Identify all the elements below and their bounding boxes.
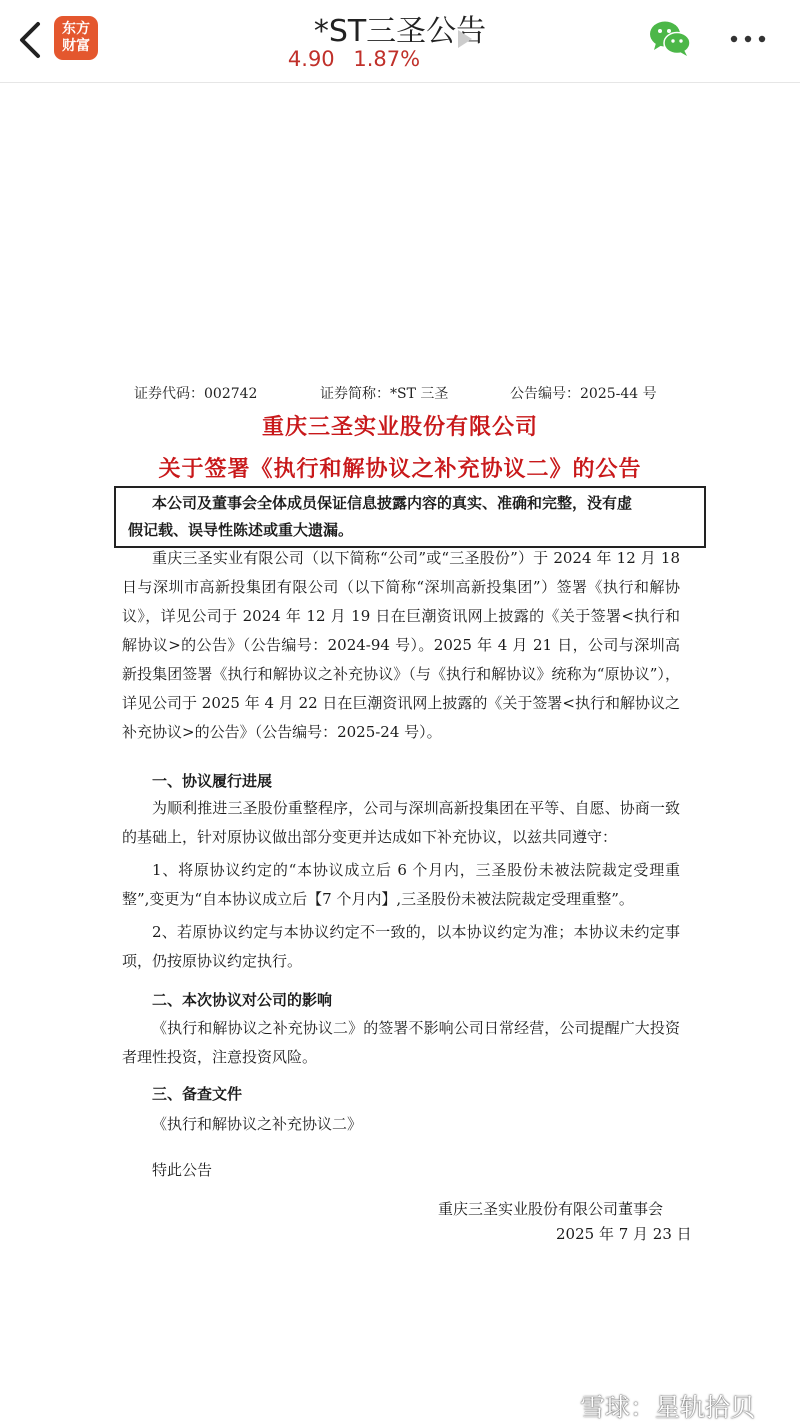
stock-quote xyxy=(0,47,708,71)
intro-paragraph: 重庆三圣实业有限公司（以下简称“公司”或“三圣股份”）于 2024 年 12 月 18 日与深圳市高新投集团有限公司（以下简称“深圳高新投集团”）签署《执行和解协议》，详见公司于 2024 年 12 月 19 日在巨潮资讯网上披露的《关于签署<执行和解协议>的公告》（公告编号：2024-94 号）。2025 年 4 月 21 日，公司与深圳高新投集团签署《执行和解协议之补充协议》（与《执行和解协议》统称为“原协议”），详见公司于 2025 年 4 月 22 日在巨潮资讯网上披露的《关于签署<执行和解协议之补充协议>的公告》（公告编号：2025-24 号）。 xyxy=(122,549,680,741)
announcement-document xyxy=(0,82,800,1428)
more-options-icon[interactable] xyxy=(726,26,770,52)
logo-line2: 财富 xyxy=(62,38,90,54)
section-heading-2: 二、本次协议对公司的影响 xyxy=(152,991,333,1009)
section1-item2: 2、若原协议约定与本协议约定不一致的，以本协议约定为准；本协议未约定事项，仍按原协议约定执行。 xyxy=(122,923,680,970)
signer: 重庆三圣实业股份有限公司董事会 xyxy=(438,1200,664,1218)
section2-paragraph: 《执行和解协议之补充协议二》的签署不影响公司日常经营，公司提醒广大投资者理性投资，注意投资风险。 xyxy=(122,1019,680,1066)
announcement-title: 关于签署《执行和解协议之补充协议二》的公告 xyxy=(158,456,642,482)
stock-change: 1.87% xyxy=(353,47,421,71)
reference-document: 《执行和解协议之补充协议二》 xyxy=(152,1115,363,1133)
watermark: 雪球：星轨拾贝 xyxy=(580,1393,756,1422)
company-title: 重庆三圣实业股份有限公司 xyxy=(261,414,538,440)
section1-paragraph: 为顺利推进三圣股份重整程序，公司与深圳高新投集团在平等、自愿、协商一致的基础上，针对原协议做出部分变更并达成如下补充协议，以兹共同遵守： xyxy=(122,799,680,846)
page-title: *ST三圣公告 xyxy=(313,14,487,49)
section-heading-1: 一、协议履行进展 xyxy=(152,772,273,790)
security-name: 证券简称：*ST 三圣 xyxy=(320,386,449,402)
section-heading-3: 三、备查文件 xyxy=(152,1085,243,1103)
wechat-share-icon[interactable] xyxy=(648,18,692,58)
announcement-number: 公告编号：2025-44 号 xyxy=(510,386,657,402)
disclaimer-line1: 本公司及董事会全体成员保证信息披露内容的真实、准确和完整，没有虚 xyxy=(152,494,633,512)
disclaimer-box xyxy=(114,486,706,548)
play-arrow-icon[interactable] xyxy=(458,30,472,48)
section1-item1: 1、将原协议约定的“本协议成立后 6 个月内，三圣股份未被法院裁定受理重整”,变更为“自本协议成立后【7 个月内】,三圣股份未被法院裁定受理重整”。 xyxy=(122,861,680,908)
announcement-date: 2025 年 7 月 23 日 xyxy=(556,1225,692,1243)
stock-price: 4.90 xyxy=(287,47,335,71)
disclaimer-line2: 假记载、误导性陈述或重大遗漏。 xyxy=(128,521,354,539)
closing-text: 特此公告 xyxy=(152,1161,213,1179)
logo-line1: 东方 xyxy=(62,21,90,37)
top-bar xyxy=(0,0,800,83)
security-code: 证券代码：002742 xyxy=(134,386,258,402)
